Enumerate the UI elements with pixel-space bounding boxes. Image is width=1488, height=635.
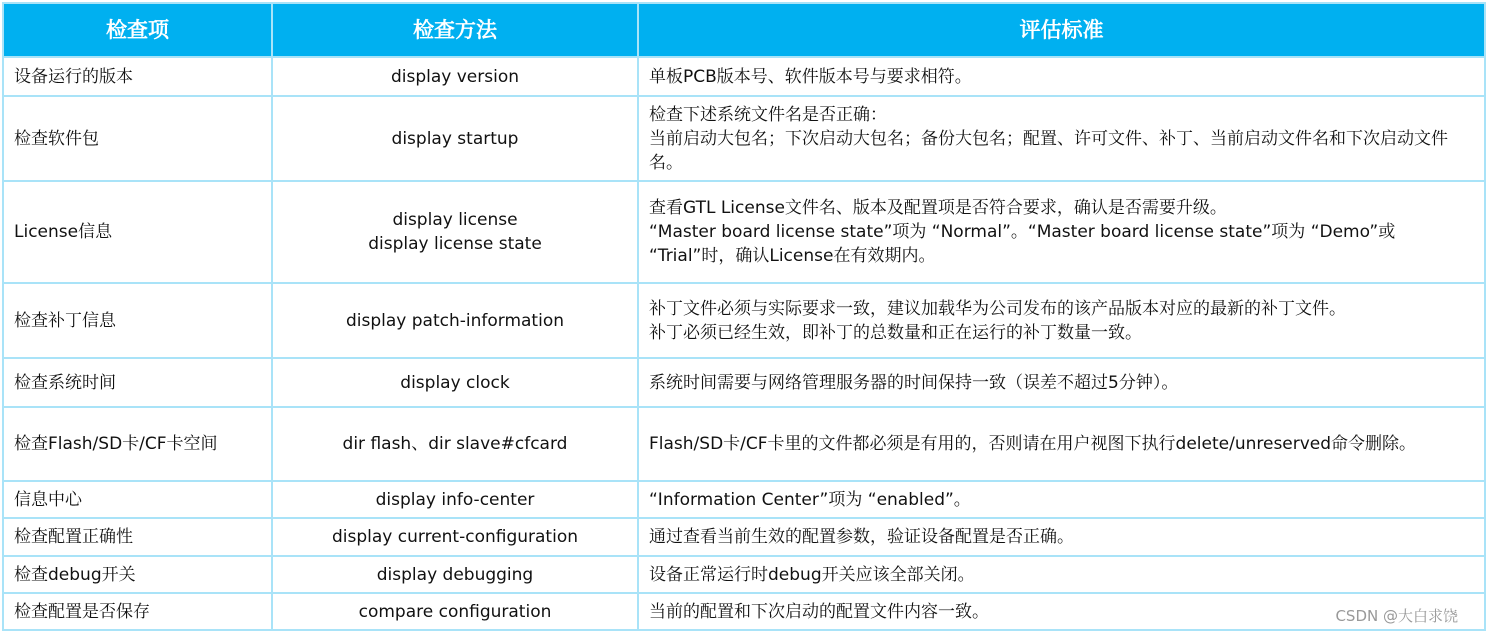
cell-method: compare configuration bbox=[272, 593, 638, 630]
cell-criteria: 单板PCB版本号、软件版本号与要求相符。 bbox=[638, 57, 1485, 96]
cell-item: 检查配置正确性 bbox=[3, 518, 272, 556]
cell-item: 检查debug开关 bbox=[3, 556, 272, 593]
cell-criteria: 查看GTL License文件名、版本及配置项是否符合要求，确认是否需要升级。 “Master board license state”项为 “Normal”。“Master board license state”项为 “Demo”或 “Trial”时，确认License在有效期内。 bbox=[638, 181, 1485, 283]
cell-method: display clock bbox=[272, 358, 638, 407]
cell-item: 设备运行的版本 bbox=[3, 57, 272, 96]
cell-method: display startup bbox=[272, 96, 638, 181]
header-criteria: 评估标准 bbox=[638, 3, 1485, 57]
cell-item: 检查Flash/SD卡/CF卡空间 bbox=[3, 407, 272, 481]
cell-method: display current-configuration bbox=[272, 518, 638, 556]
cell-method: display debugging bbox=[272, 556, 638, 593]
table-header bbox=[3, 3, 1485, 57]
table-row bbox=[3, 181, 1485, 283]
inspection-table bbox=[2, 2, 1486, 631]
header-item: 检查项 bbox=[3, 3, 272, 57]
cell-item: 信息中心 bbox=[3, 481, 272, 518]
header-method: 检查方法 bbox=[272, 3, 638, 57]
cell-method: display info-center bbox=[272, 481, 638, 518]
cell-criteria: 通过查看当前生效的配置参数，验证设备配置是否正确。 bbox=[638, 518, 1485, 556]
cell-method: display license display license state bbox=[272, 181, 638, 283]
cell-criteria: “Information Center”项为 “enabled”。 bbox=[638, 481, 1485, 518]
table-row bbox=[3, 358, 1485, 407]
cell-item: 检查系统时间 bbox=[3, 358, 272, 407]
cell-method: display version bbox=[272, 57, 638, 96]
watermark: CSDN @大白求饶 bbox=[1335, 607, 1458, 625]
cell-criteria: 补丁文件必须与实际要求一致，建议加载华为公司发布的该产品版本对应的最新的补丁文件。 补丁必须已经生效，即补丁的总数量和正在运行的补丁数量一致。 bbox=[638, 283, 1485, 358]
cell-item: License信息 bbox=[3, 181, 272, 283]
table-row bbox=[3, 518, 1485, 556]
cell-item: 检查配置是否保存 bbox=[3, 593, 272, 630]
table-row bbox=[3, 283, 1485, 358]
cell-method: dir flash、dir slave#cfcard bbox=[272, 407, 638, 481]
table-row bbox=[3, 556, 1485, 593]
table-row bbox=[3, 593, 1485, 630]
table-row bbox=[3, 407, 1485, 481]
cell-criteria: 系统时间需要与网络管理服务器的时间保持一致（误差不超过5分钟）。 bbox=[638, 358, 1485, 407]
cell-criteria: 检查下述系统文件名是否正确： 当前启动大包名；下次启动大包名；备份大包名；配置、许可文件、补丁、当前启动文件名和下次启动文件名。 bbox=[638, 96, 1485, 181]
table-row bbox=[3, 96, 1485, 181]
table-row bbox=[3, 481, 1485, 518]
cell-criteria: Flash/SD卡/CF卡里的文件都必须是有用的，否则请在用户视图下执行delete/unreserved命令删除。 bbox=[638, 407, 1485, 481]
cell-method: display patch-information bbox=[272, 283, 638, 358]
cell-item: 检查软件包 bbox=[3, 96, 272, 181]
table-row bbox=[3, 57, 1485, 96]
cell-criteria: 设备正常运行时debug开关应该全部关闭。 bbox=[638, 556, 1485, 593]
cell-item: 检查补丁信息 bbox=[3, 283, 272, 358]
cell-criteria: 当前的配置和下次启动的配置文件内容一致。 bbox=[638, 593, 1485, 630]
